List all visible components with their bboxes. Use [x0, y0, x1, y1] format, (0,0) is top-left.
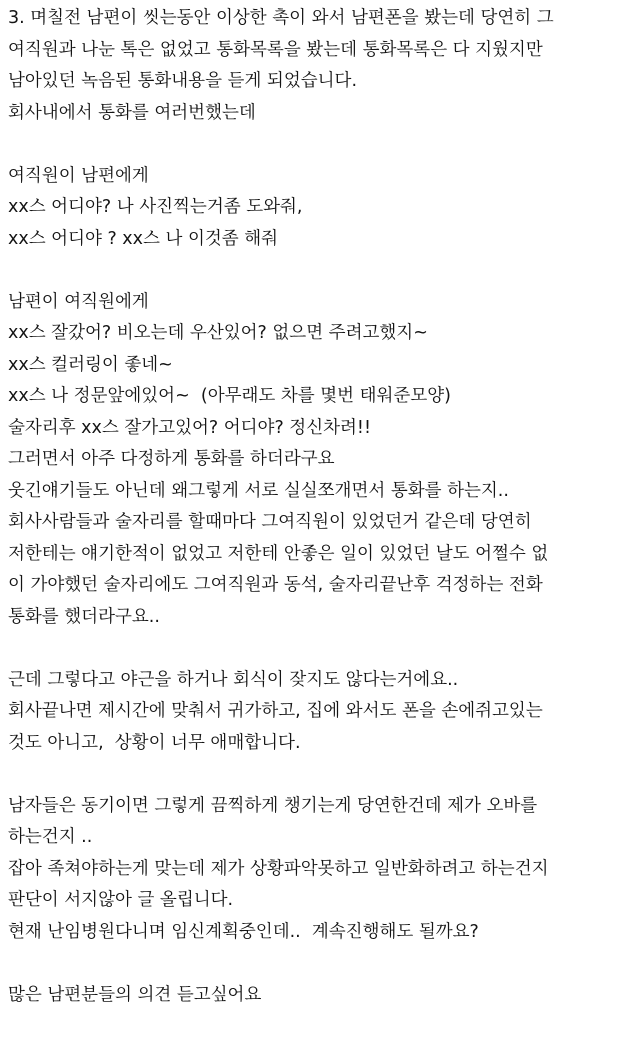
post-line: 현재 난임병원다니며 임신계획중인데.. 계속진행해도 될까요? — [8, 921, 479, 942]
post-line: 남아있던 녹음된 통화내용을 듣게 되었습니다. — [8, 71, 358, 91]
post-line: 판단이 서지않아 글 올립니다. — [8, 890, 234, 910]
post-line: 잡아 족쳐야하는게 맞는데 제가 상황파악못하고 일반화하려고 하는건지 — [8, 858, 549, 879]
post-line: 3. 며칠전 남편이 씻는동안 이상한 촉이 와서 남편폰을 봤는데 당연히 그 — [8, 8, 554, 28]
post-line: 남자들은 동기이면 그렇게 끔찍하게 챙기는게 당연한건데 제가 오바를 — [8, 795, 538, 816]
post-line: 그러면서 아주 다정하게 통화를 하더라구요 — [8, 449, 335, 469]
post-line: 근데 그렇다고 야근을 하거나 회식이 잦지도 않다는거에요.. — [8, 669, 459, 690]
post-line: 통화를 했더라구요.. — [8, 606, 160, 627]
post-line: 저한테는 얘기한적이 없었고 저한테 안좋은 일이 있었던 날도 어쩔수 없 — [8, 543, 549, 564]
post-line: 회사내에서 통화를 여러번했는데 — [8, 102, 256, 123]
post-line: 많은 남편분들의 의견 듣고싶어요 — [8, 984, 262, 1005]
post-line: xx스 컬러링이 좋네~ — [8, 354, 173, 375]
post-line: 회사끝나면 제시간에 맞춰서 귀가하고, 집에 와서도 폰을 손에쥐고있는 — [8, 701, 543, 721]
post-line: 남편이 여직원에게 — [8, 291, 149, 312]
post-line: 것도 아니고, 상황이 너무 애매합니다. — [8, 732, 301, 753]
post-line: 회사사람들과 술자리를 할때마다 그여직원이 있었던거 같은데 당연히 — [8, 512, 532, 532]
post-line: 여직원과 나눈 톡은 없었고 통화목록을 봤는데 통화목록은 다 지웠지만 — [8, 39, 543, 60]
post-line: xx스 나 정문앞에있어~ (아무래도 차를 몇번 태워준모양) — [8, 386, 451, 406]
post-line: 여직원이 남편에게 — [8, 165, 149, 186]
post-line: 웃긴얘기들도 아닌데 왜그렇게 서로 실실쪼개면서 통화를 하는지.. — [8, 480, 509, 501]
post-line: xx스 잘갔어? 비오는데 우산있어? 없으면 주려고했지~ — [8, 323, 428, 343]
post-line: xx스 어디야 ? xx스 나 이것좀 해줘 — [8, 228, 279, 249]
post-line: 술자리후 xx스 잘가고있어? 어디야? 정신차려!! — [8, 417, 371, 438]
post-line: 하는건지 .. — [8, 827, 93, 847]
post-line: 이 가야했던 술자리에도 그여직원과 동석, 술자리끝난후 걱정하는 전화 — [8, 575, 543, 595]
post-line: xx스 어디야? 나 사진찍는거좀 도와줘, — [8, 197, 303, 217]
